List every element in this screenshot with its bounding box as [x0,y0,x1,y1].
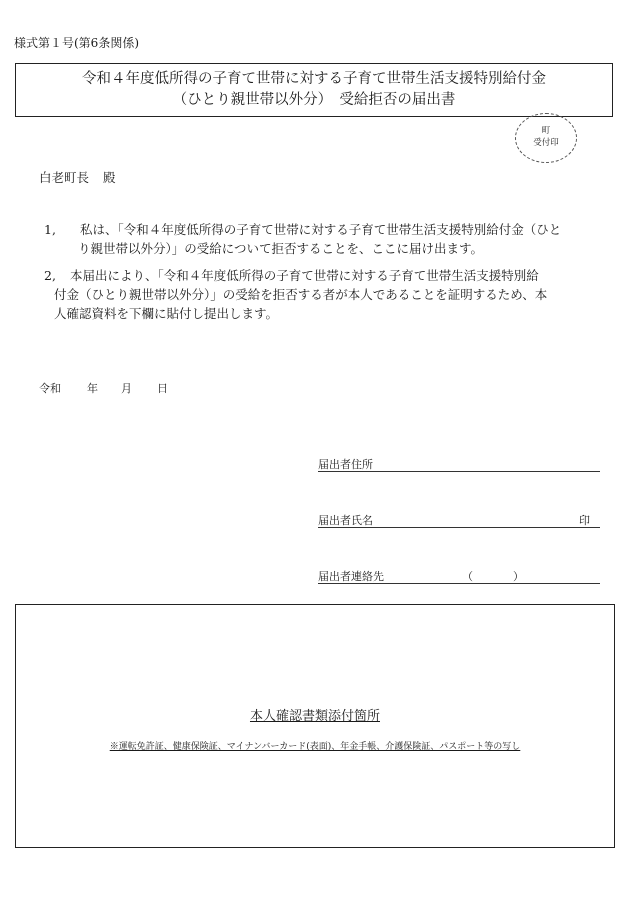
stamp-reception-label: 受付印 [533,138,559,148]
document-title-line1: 令和４年度低所得の子育て世帯に対する子育て世帯生活支援特別給付金 [82,71,546,87]
applicant-contact-label: 届出者連絡先 [318,570,384,583]
reception-stamp-area [515,113,577,163]
item-text-line: 人確認資料を下欄に貼付し提出します。 [54,306,279,321]
item-text-line: 付金（ひとり親世帯以外分）」の受給を拒否する者が本人であることを証明するため、本 [54,287,548,302]
item-text-line: り親世帯以外分）」の受給について拒否することを、ここに届け出ます。 [78,241,484,256]
attachment-note: ※運転免許証、健康保険証、マイナンバーカード(表面)、年金手帳、介護保険証、パスポート等の写し [109,742,521,752]
item-number: 1, [44,222,56,237]
applicant-name-label: 届出者氏名 [318,514,373,527]
contact-phone-parentheses: （ ） [462,570,524,583]
item-number: 2, [44,268,56,283]
form-number-label: 様式第１号(第6条関係) [14,36,139,50]
applicant-address-field[interactable] [318,456,600,472]
date-month: 月 [121,382,132,395]
statement-item-2 [44,266,594,323]
applicant-contact-field[interactable] [318,568,600,584]
item-text-line: 私は、「令和４年度低所得の子育て世帯に対する子育て世帯生活支援特別給付金（ひと [80,222,562,237]
date-line [39,380,168,396]
document-title-box [15,63,613,117]
addressee-name: 白老町長 [39,170,90,185]
applicant-address-label: 届出者住所 [318,458,373,471]
attachment-title: 本人確認書類添付箇所 [249,709,380,724]
addressee [39,168,116,186]
date-era: 令和 [39,382,61,395]
document-title-line2: （ひとり親世帯以外分） 受給拒否の届出書 [172,92,456,108]
stamp-town-label: 町 [541,126,551,136]
statement-item-1 [44,220,594,258]
item-text-line: 本届出により、「令和４年度低所得の子育て世帯に対する子育て世帯生活支援特別給 [70,268,539,283]
id-document-attachment-box[interactable] [15,604,615,848]
addressee-honorific: 殿 [103,170,116,185]
date-day: 日 [157,382,168,395]
applicant-name-field[interactable] [318,512,600,528]
date-year: 年 [87,382,98,395]
seal-mark: 印 [579,514,590,527]
